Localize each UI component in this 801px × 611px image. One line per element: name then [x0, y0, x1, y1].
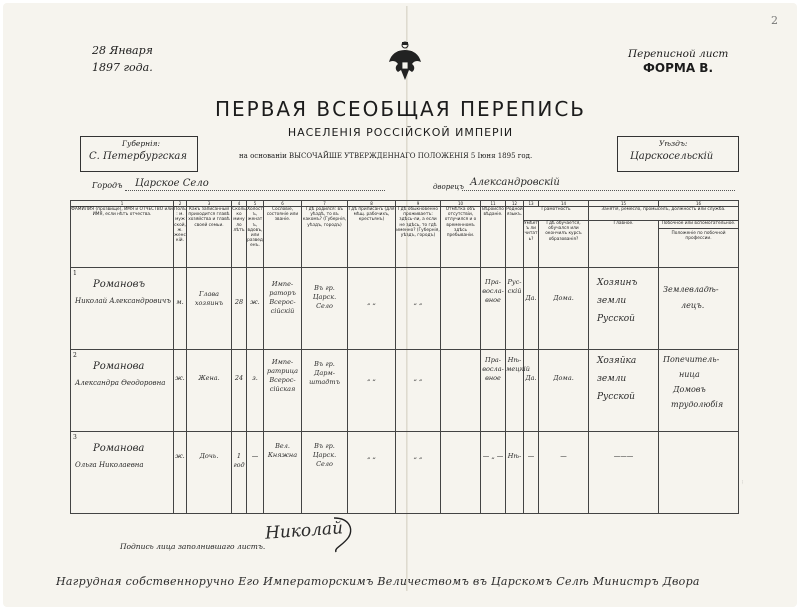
- faith-line: Пра-: [485, 278, 501, 286]
- main-occupation-cell: [589, 350, 659, 432]
- faith-line: восла-: [482, 287, 504, 295]
- aux-occupation-line: трудолюбія: [671, 400, 724, 409]
- estate-line: Импе-: [271, 280, 294, 288]
- header-language: Родной языкъ.: [506, 207, 524, 268]
- absence-cell: [441, 268, 481, 350]
- birthplace-cell: [302, 432, 348, 514]
- header-reads: Умѣетъ ли читать?: [524, 221, 539, 268]
- residence-cell: „ „: [396, 350, 441, 432]
- palace-label: дворецъ: [433, 183, 464, 191]
- language-cell: [506, 432, 524, 514]
- registered-cell: „ „: [348, 350, 396, 432]
- column-number: 1: [71, 201, 174, 207]
- uezd-label: Уѣздъ:: [659, 139, 688, 148]
- header-aux-b: Положеніе по побочной профессии.: [671, 231, 726, 242]
- header-marital: Холостъ, женатъ, вдовъ, или разведенъ.: [247, 207, 264, 268]
- aux-occupation-line: ница: [679, 370, 700, 379]
- palace-value: Александровскій: [470, 177, 560, 188]
- row-index: 2: [73, 352, 77, 359]
- absence-cell: [441, 350, 481, 432]
- age-cell: 28: [232, 268, 247, 350]
- guberniya-label: Губернія:: [122, 139, 160, 148]
- given-names: Ольга Николаевна: [75, 461, 144, 469]
- name-cell: [71, 350, 174, 432]
- imperial-signature: Николай: [264, 518, 344, 544]
- education-cell: Дома.: [539, 268, 589, 350]
- language-line: Нѣ-: [507, 356, 522, 364]
- language-line: скій: [507, 287, 522, 295]
- row-index: 3: [73, 434, 77, 441]
- estate-cell: [264, 350, 302, 432]
- double-headed-eagle-emblem: [387, 40, 423, 84]
- column-number: 12: [506, 201, 524, 207]
- birthplace-line: Село: [316, 460, 333, 468]
- city-label: Городъ: [92, 181, 123, 190]
- aux-occupation-cell: [659, 350, 739, 432]
- estate-line: сійскій: [270, 307, 295, 315]
- column-number: 3: [187, 201, 232, 207]
- estate-line: Вел.: [275, 442, 290, 450]
- relation-cell: [187, 268, 232, 350]
- faith-cell: [481, 432, 506, 514]
- language-line: мецкій: [506, 365, 530, 373]
- registered-cell: „ „: [348, 268, 396, 350]
- table-row: [71, 268, 739, 350]
- header-sex: Полъ: м. мужской, ж. женскій.: [174, 207, 187, 268]
- birthplace-line: Село: [316, 302, 333, 310]
- table-row: [71, 432, 739, 514]
- estate-line: Всерос-: [269, 298, 296, 306]
- sex-cell: ж.: [174, 350, 187, 432]
- surname: Романова: [93, 443, 145, 454]
- name-cell: [71, 432, 174, 514]
- header-main-occupation: Главное.: [589, 221, 659, 268]
- page-marker: 2: [771, 14, 778, 27]
- relation-line: Дочь.: [199, 452, 219, 460]
- aux-occupation-line: лецъ.: [681, 301, 705, 310]
- header-residence: Гдѣ обыкновенно проживаетъ: здѣсь-ли, а если не здѣсь, то гдѣ именно? (Губернія, уѣздъ, городъ): [396, 207, 441, 268]
- header-birthplace: Гдѣ родился: въ уѣздѣ, то въ какомъ? (Губернія, уѣздъ, городъ): [302, 207, 348, 268]
- faith-cell: [481, 350, 506, 432]
- birthplace-cell: [302, 350, 348, 432]
- date-line-1: 28 Января: [92, 44, 153, 57]
- column-number: 5: [247, 201, 264, 207]
- estate-line: Всерос-: [269, 376, 296, 384]
- surname: Романова: [93, 361, 145, 372]
- printer-mark: ·····: [740, 479, 745, 485]
- column-number: 16: [659, 201, 739, 207]
- main-occupation-line: Русской: [597, 392, 635, 402]
- surname: Романовъ: [93, 279, 146, 290]
- main-occupation-cell: [589, 268, 659, 350]
- faith-cell: [481, 268, 506, 350]
- name-cell: [71, 268, 174, 350]
- marital-cell: ж.: [247, 268, 264, 350]
- age-cell: 24: [232, 350, 247, 432]
- given-names: Александра Ѳеодоровна: [75, 379, 166, 387]
- column-number: 6: [264, 201, 302, 207]
- birthplace-line: Царск.: [312, 293, 337, 301]
- relation-cell: [187, 350, 232, 432]
- header-literacy-group: Грамотность: [524, 207, 589, 221]
- sex-cell: м.: [174, 268, 187, 350]
- sheet-label: Переписной лист: [628, 48, 729, 60]
- column-number: 11: [481, 201, 506, 207]
- aux-occupation-line: Домовъ: [673, 385, 706, 394]
- signature-flourish: [330, 514, 360, 554]
- birthplace-line: штадтъ: [309, 378, 340, 386]
- column-number: 14: [539, 201, 589, 207]
- column-number: 7: [302, 201, 348, 207]
- header-name: ФАМИЛИЯ (прозвище), ИМЯ и ОТЧЕСТВО или ИМЯ, если нѣтъ отчества.: [71, 207, 174, 268]
- estate-cell: [264, 268, 302, 350]
- palace-underline: [462, 190, 735, 191]
- header-relation: Какъ записанный приходится главѣ хозяйства и главѣ своей семьи.: [187, 207, 232, 268]
- relation-cell: [187, 432, 232, 514]
- main-occupation-line: земли: [597, 374, 627, 384]
- registered-cell: „ „: [348, 432, 396, 514]
- relation-line: Жена.: [198, 374, 220, 382]
- reads-cell: Да.: [524, 268, 539, 350]
- reads-cell: —: [524, 432, 539, 514]
- language-line: Нѣ-: [507, 452, 522, 460]
- table-row: [71, 350, 739, 432]
- document-title: ПЕРВАЯ ВСЕОБЩАЯ ПЕРЕПИСЬ: [214, 97, 587, 121]
- header-absence: Отмѣтка объ отсутствіи, отлучился и о временномъ здѣсь пребываніи.: [441, 207, 481, 268]
- city-value: Царское Село: [135, 178, 209, 189]
- aux-occupation-line: Землевладѣ-: [663, 285, 719, 294]
- column-number: 15: [589, 201, 659, 207]
- header-faith: Вѣроисповѣданіе.: [481, 207, 506, 268]
- faith-line: восла-: [482, 365, 504, 373]
- reads-cell: Да.: [524, 350, 539, 432]
- city-underline: [125, 190, 385, 191]
- header-registered: Гдѣ приписанъ (для мѣщ. рабочихъ, крестьянъ): [348, 207, 396, 268]
- aux-occupation-cell: [659, 432, 739, 514]
- marital-cell: з.: [247, 350, 264, 432]
- marital-cell: —: [247, 432, 264, 514]
- faith-line: — „ —: [482, 452, 504, 460]
- main-occupation-line: Хозяйка: [597, 356, 637, 366]
- birthplace-line: Въ гр.: [314, 284, 335, 292]
- faith-line: Пра-: [485, 356, 501, 364]
- column-number: 4: [232, 201, 247, 207]
- education-cell: Дома.: [539, 350, 589, 432]
- date-line-2: 1897 года.: [92, 61, 153, 74]
- estate-line: ратрица: [267, 367, 298, 375]
- form-label: ФОРМА В.: [643, 61, 714, 75]
- birthplace-line: Царск.: [312, 451, 337, 459]
- census-table: [70, 200, 739, 514]
- estate-line: сійская: [269, 385, 296, 393]
- birthplace-line: Въ гр.: [314, 442, 335, 450]
- presentation-note: Нагрудная собственноручно Его Императорскимъ Величествомъ въ Царскомъ Селѣ Министръ Двора: [56, 575, 700, 588]
- language-cell: [506, 268, 524, 350]
- main-occupation-cell: ———: [589, 432, 659, 514]
- document-subtitle: НАСЕЛЕНІЯ РОССІЙСКОЙ ИМПЕРІИ: [287, 126, 514, 139]
- estate-line: Импе-: [271, 358, 294, 366]
- birthplace-line: Дарм-: [314, 369, 335, 377]
- column-number: 13: [524, 201, 539, 207]
- main-occupation-line: Хозяинъ: [597, 278, 638, 288]
- legal-basis: на основаніи ВЫСОЧАЙШЕ УТВЕРЖДЕННАГО ПОЛОЖЕНІЯ 5 Іюня 1895 год.: [239, 152, 533, 160]
- education-cell: —: [539, 432, 589, 514]
- signature-label: Подпись лица заполнившаго листъ.: [120, 542, 266, 551]
- aux-occupation-cell: [659, 268, 739, 350]
- header-aux-a: Побочное или вспомогательное.: [659, 221, 738, 229]
- given-names: Николай Александровичъ: [75, 297, 171, 305]
- faith-line: вное: [485, 374, 501, 382]
- absence-cell: [441, 432, 481, 514]
- age-cell: 1 год: [232, 432, 247, 514]
- birthplace-cell: [302, 268, 348, 350]
- uezd-value: Царскосельскій: [630, 151, 714, 162]
- relation-line: хозяинъ: [194, 299, 224, 307]
- relation-line: Глава: [199, 290, 219, 298]
- row-index: 1: [73, 270, 77, 277]
- residence-cell: „ „: [396, 432, 441, 514]
- header-group-row: [71, 207, 739, 221]
- header-estate: Сословіе, состояніе или званіе.: [264, 207, 302, 268]
- header-occupation-group: Занятія, ремесло, промыселъ, должность или служба.: [589, 207, 739, 221]
- guberniya-value: С. Петербургская: [89, 151, 187, 162]
- estate-line: раторъ: [269, 289, 296, 297]
- header-education: Гдѣ обучается, обучался или окончилъ курсъ образованія?: [539, 221, 589, 268]
- estate-cell: [264, 432, 302, 514]
- column-number: 10: [441, 201, 481, 207]
- faith-line: вное: [485, 296, 501, 304]
- header-age: Сколько минуло лѣтъ: [232, 207, 247, 268]
- aux-occupation-line: Попечитель-: [663, 355, 720, 364]
- language-cell: [506, 350, 530, 432]
- header-aux-occupation: [659, 221, 739, 268]
- main-occupation-line: земли: [597, 296, 627, 306]
- main-occupation-line: Русской: [597, 314, 635, 324]
- column-number: 2: [174, 201, 187, 207]
- language-line: Рус-: [507, 278, 522, 286]
- column-number: 9: [396, 201, 441, 207]
- birthplace-line: Въ гр.: [314, 360, 335, 368]
- column-number: 8: [348, 201, 396, 207]
- residence-cell: „ „: [396, 268, 441, 350]
- sex-cell: ж.: [174, 432, 187, 514]
- estate-line: Княжна: [267, 451, 298, 459]
